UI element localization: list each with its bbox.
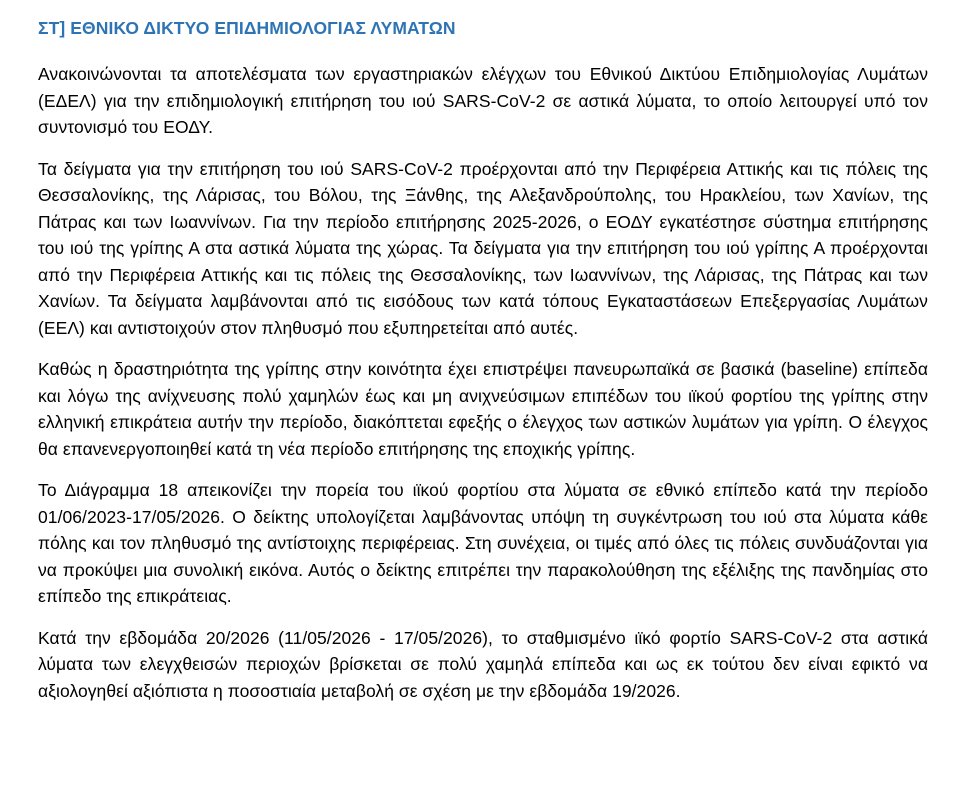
paragraph-diagram: Το Διάγραμμα 18 απεικονίζει την πορεία του ιϊκού φορτίου στα λύματα σε εθνικό επίπεδο κατά την περίοδο 01/06/2023-17/05/2026. Ο δείκτης υπολογίζεται λαμβάνοντας υπόψη τη συγκέντρωση του ιού στα λύματα κάθε πόλης και τον πληθυσμό της αντίστοιχης περιφέρειας. Στη συνέχεια, οι τιμές από όλες τις πόλεις συνδυάζονται για να προκύψει μια συνολική εικόνα. Αυτός ο δείκτης επιτρέπει την παρακολούθηση της εξέλιξης της πανδημίας στο επίπεδο της επικράτειας.: [38, 480, 928, 606]
paragraph-intro: Ανακοινώνονται τα αποτελέσματα των εργαστηριακών ελέγχων του Εθνικού Δικτύου Επιδημιολογίας Λυμάτων (ΕΔΕΛ) για την επιδημιολογική επιτήρηση του ιού SARS-CoV-2 σε αστικά λύματα, το οποίο λειτουργεί υπό τον συντονισμό του ΕΟΔΥ.: [38, 64, 928, 137]
paragraph-influenza: Καθώς η δραστηριότητα της γρίπης στην κοινότητα έχει επιστρέψει πανευρωπαϊκά σε βασικά (baseline) επίπεδα και λόγω της ανίχνευσης πολύ χαμηλών έως και μη ανιχνεύσιμων επιπέδων του ιϊκού φορτίου της γρίπης στην ελληνική επικράτεια αυτήν την περίοδο, διακόπτεται εφεξής ο έλεγχος των αστικών λυμάτων για γρίπη. Ο έλεγχος θα επανενεργοποιηθεί κατά τη νέα περίοδο επιτήρησης της εποχικής γρίπης.: [38, 359, 928, 459]
document-page: [38, 16, 928, 719]
section-heading: ΣΤ] ΕΘΝΙΚΟ ΔΙΚΤΥΟ ΕΠΙΔΗΜΙΟΛΟΓΙΑΣ ΛΥΜΑΤΩΝ: [38, 18, 456, 38]
paragraph-week: Κατά την εβδομάδα 20/2026 (11/05/2026 - 17/05/2026), το σταθμισμένο ιϊκό φορτίο SARS-CoV-2 στα αστικά λύματα των ελεγχθεισών περιοχών βρίσκεται σε πολύ χαμηλά επίπεδα και ως εκ τούτου δεν είναι εφικτό να αξιολογηθεί αξιόπιστα η ποσοστιαία μεταβολή σε σχέση με την εβδομάδα 19/2026.: [38, 627, 928, 701]
paragraph-samples: Τα δείγματα για την επιτήρηση του ιού SARS-CoV-2 προέρχονται από την Περιφέρεια Αττικής και τις πόλεις της Θεσσαλονίκης, της Λάρισας, του Βόλου, της Ξάνθης, της Αλεξανδρούπολης, του Ηρακλείου, των Χανίων, της Πάτρας και των Ιωαννίνων. Για την περίοδο επιτήρησης 2025-2026, ο ΕΟΔΥ εγκατέστησε σύστημα επιτήρησης του ιού της γρίπης Α στα αστικά λύματα της χώρας. Τα δείγματα για την επιτήρηση του ιού γρίπης Α προέρχονται από την Περιφέρεια Αττικής και τις πόλεις της Θεσσαλονίκης, των Ιωαννίνων, της Λάρισας, της Πάτρας και των Χανίων. Τα δείγματα λαμβάνονται από τις εισόδους των κατά τόπους Εγκαταστάσεων Επεξεργασίας Λυμάτων (ΕΕΛ) και αντιστοιχούν στον πληθυσμό που εξυπηρετείται από αυτές.: [38, 158, 928, 338]
